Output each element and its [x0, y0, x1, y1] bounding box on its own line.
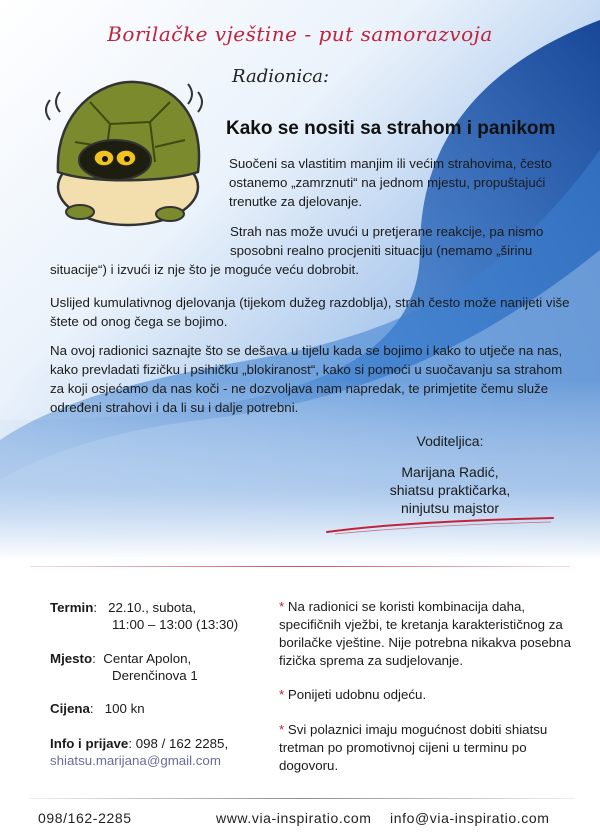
mjesto-line-2: Derenčinova 1 [112, 668, 198, 683]
note-1-text: Na radionici se koristi kombinacija daha, specifičnih vježbi, te kretanja karakterističnog za borilačke vještine. Nije potrebna nikakva posebna fizička sprema za sudjelovanje. [279, 599, 571, 668]
paragraph-2 [50, 222, 574, 279]
leader-block [340, 463, 560, 517]
header-title: Borilačke vještine - put samorazvoja [107, 22, 493, 46]
paragraph-2-part-a: Strah nas može uvući u pretjerane reakcije, pa nismo sposobni realno procjeniti situaciju (nemamo „širinu [230, 224, 544, 258]
mjesto-line-1: Centar Apolon, [103, 651, 192, 666]
prijave-phone: 098 / 162 2285, [135, 736, 229, 751]
asterisk-icon: * [279, 722, 285, 737]
termin-line-2: 11:00 – 13:00 (13:30) [112, 617, 239, 632]
leader-name: Marijana Radić, [401, 464, 499, 480]
prijave-label: Info i prijave [50, 736, 129, 751]
note-2-text: Ponijeti udobnu odjeću. [287, 687, 427, 702]
asterisk-icon: * [279, 599, 285, 614]
leader-role-2: ninjutsu majstor [400, 500, 500, 516]
scared-turtle-icon [30, 62, 220, 242]
note-3 [279, 721, 579, 775]
info-prijave: Info i prijave: 098 / 162 2285, shiatsu.marijana@gmail.com [50, 736, 229, 768]
paragraph-1: Suočeni sa vlastitim manjim ili većim strahovima, često ostanemo „zamrznuti“ na jednom mjestu, propuštajući trenutke za djelovanje. [229, 156, 552, 209]
info-cijena: Cijena: 100 kn [50, 701, 145, 716]
eyebrow-label: Radionica: [232, 66, 330, 87]
signature-swoosh [325, 514, 555, 538]
info-mjesto: Mjesto: Centar Apolon, Derenčinova 1 [50, 651, 198, 683]
footer-divider [30, 798, 575, 799]
note-3-text: Svi polaznici imaju mogućnost dobiti shiatsu tretman po promotivnoj cijeni u terminu po dogovoru. [279, 722, 548, 773]
footer-phone: 098/162-2285 [38, 810, 132, 826]
paragraph-4: Na ovoj radionici saznajte što se dešava u tijelu kada se bojimo i kako to utječe na nas, kako prevladati fizičku i psihičku „blokiranost“, kako si pomoći u suočavanju sa strahom za koji osjećamo da nas koči - ne dozvoljava nam napredak, te primjetite čemu služe određeni strahovi i da li su i dalje potrebni. [50, 343, 563, 415]
footer-website-link[interactable]: www.via-inspiratio.com [216, 810, 372, 826]
paragraph-3: Uslijed kumulativnog djelovanja (tijekom dužeg razdoblja), strah često može nanijeti više štete od onog čega se bojimo. [50, 295, 570, 329]
leader-role-1: shiatsu praktičarka, [389, 482, 511, 498]
headline: Kako se nositi sa strahom i panikom [226, 118, 556, 139]
termin-label: Termin [50, 600, 94, 615]
cijena-label: Cijena [50, 701, 90, 716]
cijena-value: 100 kn [104, 701, 145, 716]
footer-email-link[interactable]: info@via-inspiratio.com [390, 810, 550, 826]
contact-email-link[interactable]: shiatsu.marijana@gmail.com [50, 753, 221, 768]
section-divider [30, 566, 570, 567]
paragraph-2-part-b: situacije“) i izvući iz nje što je moguće veću dobrobit. [50, 262, 359, 277]
mjesto-label: Mjesto [50, 651, 93, 666]
leader-label: Voditeljica: [416, 433, 484, 449]
termin-line-1: 22.10., subota, [108, 600, 197, 615]
note-2 [279, 686, 579, 704]
asterisk-icon: * [279, 687, 285, 702]
note-1 [279, 598, 579, 670]
info-termin: Termin: 22.10., subota, 11:00 – 13:00 (13:30) [50, 600, 239, 632]
